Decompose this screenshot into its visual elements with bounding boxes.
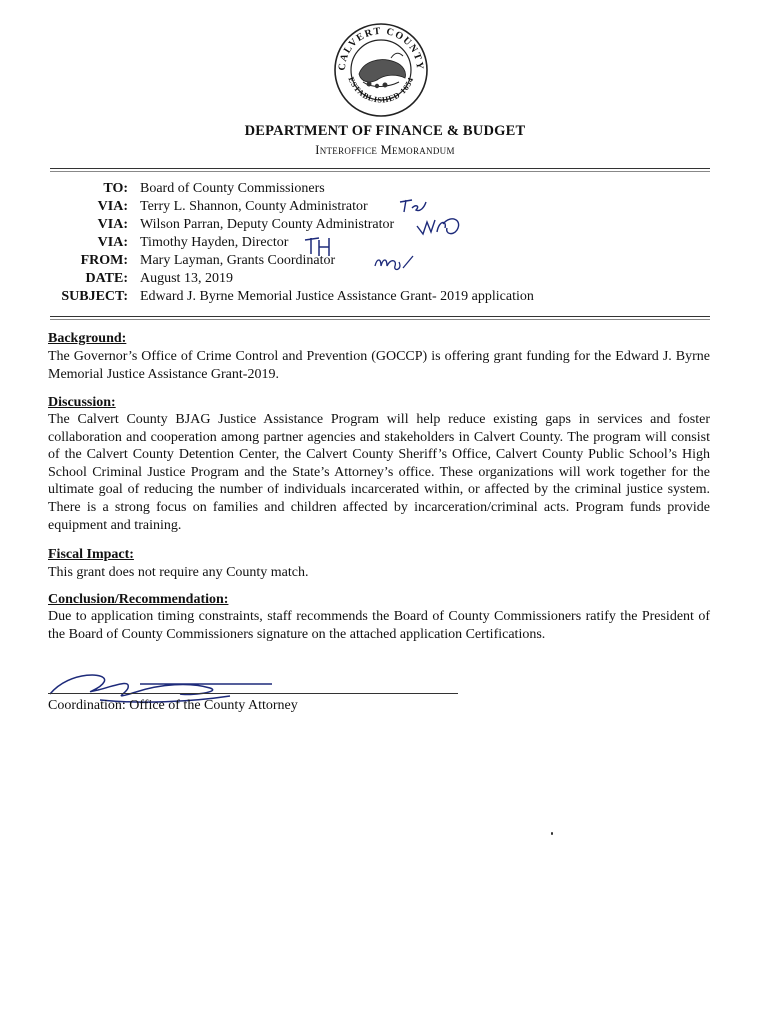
initials-tls-signature xyxy=(398,194,432,216)
header-divider-bottom-thin xyxy=(50,319,710,320)
section-text-discussion: The Calvert County BJAG Justice Assistance Program will help reduce existing gaps in services and foster collaboration and cooperation among partner agencies and stakeholders in Calvert County. The program will consist of the Calvert County Detention Center, the Calvert County Sheriff’s Office, Calvert County Public School’s High School Criminal Justice Program and the State’s Attorney’s office. These organizations will work together for the ultimate goal of reducing the number of individuals incarcerated within, or affected by the criminal justice system. There is a strong focus on families and children affected by incarceration/criminal acts. Program funds provide equipment and training. xyxy=(48,412,710,533)
coordination-line: Coordination: Office of the County Attorney xyxy=(48,698,298,713)
header-divider-top xyxy=(50,168,710,169)
county-seal-logo xyxy=(333,22,429,118)
memo-type: Interoffice Memorandum xyxy=(315,143,455,157)
seal-bottom-text: ESTABLISHED 1654 xyxy=(346,75,416,105)
svg-text:ESTABLISHED 1654 xyxy=(346,76,415,105)
memo-value: Mary Layman, Grants Coordinator xyxy=(140,253,336,268)
memo-label: DATE: xyxy=(85,271,128,286)
memo-value: Board of County Commissioners xyxy=(140,181,325,196)
memo-label: VIA: xyxy=(97,217,128,232)
header-divider-bottom xyxy=(50,316,710,317)
header-divider-top-thin xyxy=(50,171,710,172)
memo-label: TO: xyxy=(103,181,128,196)
memo-value: Wilson Parran, Deputy County Administrator xyxy=(140,217,395,232)
scan-speck xyxy=(551,832,553,835)
memo-value: August 13, 2019 xyxy=(140,271,233,286)
memo-label: VIA: xyxy=(97,199,128,214)
section-heading-conclusion: Conclusion/Recommendation: xyxy=(48,592,229,607)
section-text-conclusion: Due to application timing constraints, staff recommends the Board of County Commissioners ratify the President of the Board of County Commissioners signature on the attached application Certifications. xyxy=(48,609,710,642)
department-title: DEPARTMENT OF FINANCE & BUDGET xyxy=(244,123,526,139)
memo-label: VIA: xyxy=(97,235,128,250)
initials-mgl-signature xyxy=(373,252,415,274)
initials-th-signature xyxy=(303,234,335,258)
section-heading-fiscal-impact: Fiscal Impact: xyxy=(48,547,134,562)
memo-label: SUBJECT: xyxy=(61,289,128,304)
signature-line xyxy=(48,693,458,694)
memo-value: Timothy Hayden, Director xyxy=(140,235,289,250)
section-text-background: The Governor’s Office of Crime Control and Prevention (GOCCP) is offering grant funding for the Edward J. Byrne Memorial Justice Assistance Grant-2019. xyxy=(48,349,710,382)
initials-wp-signature xyxy=(415,214,465,238)
memo-value: Edward J. Byrne Memorial Justice Assistance Grant- 2019 application xyxy=(140,289,534,304)
section-heading-discussion: Discussion: xyxy=(48,395,116,410)
section-text-fiscal-impact: This grant does not require any County match. xyxy=(48,565,309,580)
memo-label: FROM: xyxy=(80,253,128,268)
seal-top-text: CALVERT COUNTY xyxy=(336,25,426,72)
memo-value: Terry L. Shannon, County Administrator xyxy=(140,199,368,214)
section-heading-background: Background: xyxy=(48,331,127,346)
